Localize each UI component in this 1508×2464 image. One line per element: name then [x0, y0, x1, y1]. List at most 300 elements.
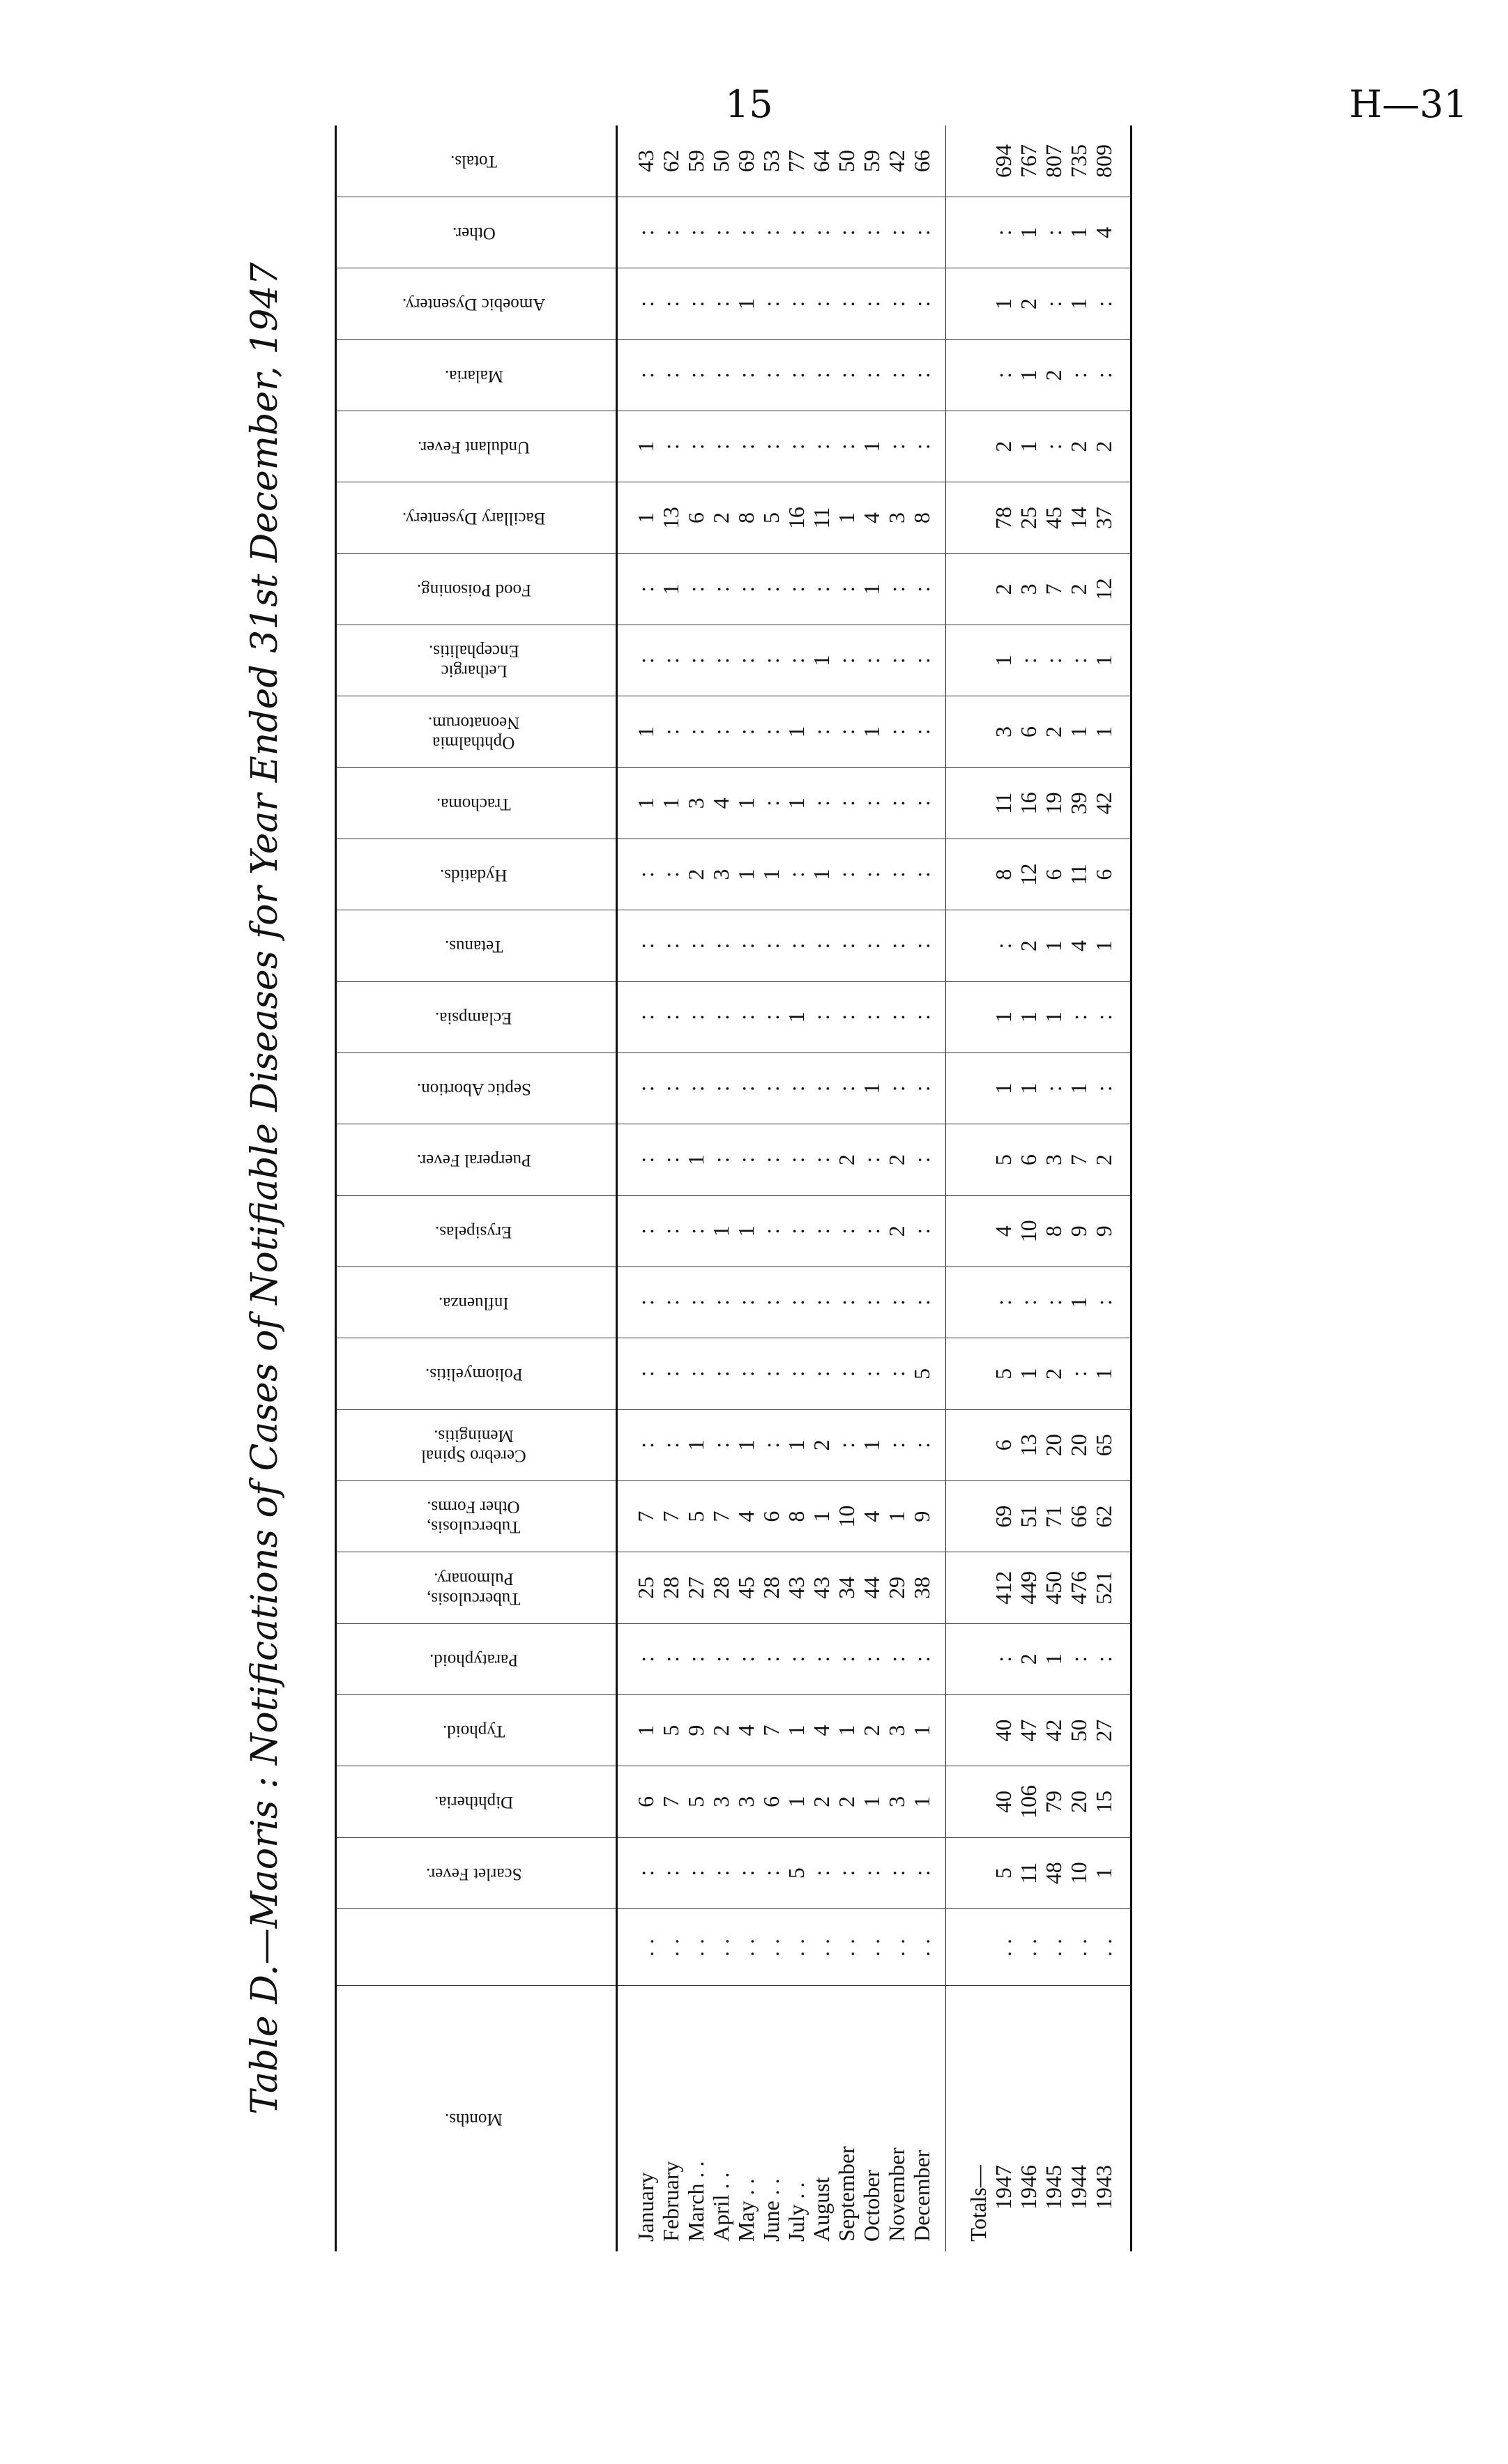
- table-cell: :: [809, 197, 834, 268]
- table-cell: 6: [759, 1480, 784, 1552]
- table-cell: :: [884, 1053, 909, 1124]
- table-cell: :: [733, 1837, 759, 1908]
- empty-cell: [946, 411, 991, 482]
- leader-dots: . .: [759, 1908, 784, 1985]
- table-cell: 59: [859, 125, 884, 197]
- table-cell: 1: [1016, 339, 1041, 411]
- table-cell: :: [683, 268, 708, 339]
- column-header-label: Ophthalmia Neonatorum.: [427, 712, 520, 752]
- table-cell: 2: [991, 553, 1016, 625]
- table-cell: 735: [1066, 125, 1091, 197]
- column-header-label: Totals.: [450, 152, 497, 171]
- table-row: [784, 125, 809, 2251]
- table-cell: 1: [1091, 1837, 1132, 1908]
- column-header: [336, 1338, 617, 1409]
- table-cell: :: [859, 268, 884, 339]
- table-cell: :: [708, 910, 733, 981]
- table-cell: 9: [1066, 1195, 1091, 1267]
- table-cell: 13: [1016, 1409, 1041, 1480]
- table-cell: 62: [658, 125, 683, 197]
- table-cell: 1: [784, 1409, 809, 1480]
- table-cell: :: [1091, 268, 1132, 339]
- table-cell: 40: [991, 1766, 1016, 1837]
- table-cell: 1: [809, 839, 834, 910]
- table-cell: 5: [991, 1124, 1016, 1195]
- table-cell: :: [733, 910, 759, 981]
- table-cell: 3: [884, 1766, 909, 1837]
- column-header: [336, 1694, 617, 1766]
- table-cell: 1: [658, 767, 683, 839]
- row-label: 1944: [1066, 2165, 1091, 2210]
- table-cell: :: [683, 910, 708, 981]
- table-cell: 2: [884, 1124, 909, 1195]
- table-cell: :: [1091, 339, 1132, 411]
- table-cell: 69: [991, 1480, 1016, 1552]
- table-cell: :: [859, 839, 884, 910]
- table-cell: :: [759, 910, 784, 981]
- table-cell: :: [909, 1409, 946, 1480]
- table-wrap: [335, 125, 1241, 2251]
- empty-cell: [946, 1694, 991, 1766]
- table-cell: :: [1041, 625, 1066, 696]
- table-cell: 1: [1066, 1053, 1091, 1124]
- table-row: [1066, 125, 1091, 2251]
- table-cell: 1: [658, 553, 683, 625]
- leader-dots: . .: [683, 1908, 708, 1985]
- table-cell: :: [683, 696, 708, 767]
- header-row: [336, 125, 617, 2251]
- table-cell: :: [617, 339, 659, 411]
- table-cell: 1: [1066, 268, 1091, 339]
- table-cell: :: [784, 1195, 809, 1267]
- table-cell: 3: [683, 767, 708, 839]
- table-cell: 2: [1016, 910, 1041, 981]
- table-cell: 51: [1016, 1480, 1041, 1552]
- empty-cell: [946, 696, 991, 767]
- table-cell: 2: [1041, 339, 1066, 411]
- table-cell: :: [733, 1623, 759, 1694]
- table-cell: 449: [1016, 1552, 1041, 1623]
- table-cell: 476: [1066, 1552, 1091, 1623]
- table-cell: 66: [1066, 1480, 1091, 1552]
- row-label: May . .: [733, 2178, 759, 2242]
- table-cell: :: [909, 1124, 946, 1195]
- table-cell: 6: [759, 1766, 784, 1837]
- column-header: [336, 268, 617, 339]
- table-cell: 1: [834, 482, 859, 553]
- table-cell: 5: [759, 482, 784, 553]
- table-cell: :: [859, 1267, 884, 1338]
- table-cell: 1: [834, 1694, 859, 1766]
- table-cell: 1: [1066, 197, 1091, 268]
- table-cell: 10: [1016, 1195, 1041, 1267]
- table-cell: :: [784, 1053, 809, 1124]
- table-cell: :: [683, 411, 708, 482]
- table-cell: :: [809, 981, 834, 1053]
- table-cell: :: [617, 197, 659, 268]
- table-cell: :: [859, 981, 884, 1053]
- table-cell: :: [784, 197, 809, 268]
- table-cell: 2: [1066, 553, 1091, 625]
- table-cell: :: [683, 1053, 708, 1124]
- column-header-label: Septic Abortion.: [416, 1080, 531, 1099]
- table-cell: 4: [859, 482, 884, 553]
- column-header-label: Scarlet Fever.: [425, 1864, 522, 1883]
- row-label: February: [658, 2161, 683, 2242]
- table-cell: :: [809, 1837, 834, 1908]
- table-cell: :: [884, 1623, 909, 1694]
- column-header: [336, 1195, 617, 1267]
- table-cell: :: [658, 1195, 683, 1267]
- table-cell: 521: [1091, 1552, 1132, 1623]
- column-header-label: Hydatids.: [440, 866, 508, 885]
- table-cell: 3: [733, 1766, 759, 1837]
- table-cell: 2: [809, 1409, 834, 1480]
- row-label: November: [884, 2147, 909, 2242]
- leader-dots: . .: [658, 1908, 683, 1985]
- table-cell: :: [1066, 1623, 1091, 1694]
- column-header-label: Tuberculosis, Other Forms.: [427, 1497, 521, 1537]
- table-cell: 2: [708, 482, 733, 553]
- table-cell: 47: [1016, 1694, 1041, 1766]
- table-cell: :: [683, 339, 708, 411]
- table-cell: 8: [909, 482, 946, 553]
- empty-cell: [946, 1552, 991, 1623]
- table-cell: :: [809, 1267, 834, 1338]
- empty-cell: [946, 839, 991, 910]
- table-cell: :: [809, 1623, 834, 1694]
- table-cell: 14: [1066, 482, 1091, 553]
- row-label: March . .: [683, 2161, 708, 2242]
- column-header-label: Typhoid.: [442, 1721, 505, 1740]
- table-cell: 42: [1041, 1694, 1066, 1766]
- table-cell: 1: [1066, 696, 1091, 767]
- table-cell: 3: [1041, 1124, 1066, 1195]
- table-cell: :: [859, 197, 884, 268]
- table-cell: 1: [733, 839, 759, 910]
- table-cell: :: [759, 1623, 784, 1694]
- table-cell: :: [733, 625, 759, 696]
- column-header: [336, 1124, 617, 1195]
- table-cell: :: [884, 696, 909, 767]
- rotated-table-block: [237, 125, 1248, 2251]
- table-row: [1016, 125, 1041, 2251]
- table-cell: 1: [859, 553, 884, 625]
- empty-cell: [946, 1837, 991, 1908]
- table-row: [1091, 125, 1132, 2251]
- table-cell: :: [859, 1338, 884, 1409]
- leader-dots: . .: [1091, 1908, 1132, 1985]
- table-cell: 16: [784, 482, 809, 553]
- table-cell: 1: [1016, 1053, 1041, 1124]
- table-cell: 53: [759, 125, 784, 197]
- table-cell: 1: [733, 268, 759, 339]
- table-cell: :: [658, 625, 683, 696]
- table-cell: :: [834, 625, 859, 696]
- table-cell: :: [658, 197, 683, 268]
- table-cell: 5: [683, 1766, 708, 1837]
- row-label: 1946: [1016, 2165, 1041, 2210]
- table-cell: :: [784, 339, 809, 411]
- table-cell: 12: [1091, 553, 1132, 625]
- table-cell: 66: [909, 125, 946, 197]
- table-cell: 2: [991, 411, 1016, 482]
- table-cell: :: [859, 910, 884, 981]
- table-cell: 28: [708, 1552, 733, 1623]
- table-cell: 6: [617, 1766, 659, 1837]
- column-header: [336, 1409, 617, 1480]
- row-label: April . .: [708, 2172, 733, 2242]
- table-cell: :: [884, 197, 909, 268]
- table-cell: :: [859, 767, 884, 839]
- table-cell: 1: [733, 1195, 759, 1267]
- column-header: [336, 482, 617, 553]
- leader-dots: . .: [809, 1908, 834, 1985]
- table-cell: :: [617, 981, 659, 1053]
- table-cell: :: [1091, 981, 1132, 1053]
- table-cell: :: [909, 268, 946, 339]
- table-cell: :: [909, 1195, 946, 1267]
- row-label: July . .: [784, 2182, 809, 2242]
- table-cell: :: [809, 268, 834, 339]
- table-cell: 4: [1066, 910, 1091, 981]
- empty-cell: [946, 125, 991, 197]
- table-cell: :: [683, 625, 708, 696]
- table-cell: :: [884, 767, 909, 839]
- table-cell: 79: [1041, 1766, 1066, 1837]
- table-cell: :: [784, 1338, 809, 1409]
- table-cell: :: [1066, 339, 1091, 411]
- column-header-label: Tetanus.: [444, 937, 503, 956]
- table-cell: :: [834, 411, 859, 482]
- table-cell: 13: [658, 482, 683, 553]
- leader-dots: . .: [1066, 1908, 1091, 1985]
- table-cell: :: [617, 1124, 659, 1195]
- table-cell: 25: [1016, 482, 1041, 553]
- table-cell: 1: [991, 268, 1016, 339]
- table-cell: :: [1016, 625, 1041, 696]
- table-cell: 106: [1016, 1766, 1041, 1837]
- table-cell: :: [784, 1623, 809, 1694]
- table-cell: 450: [1041, 1552, 1066, 1623]
- empty-cell: [946, 1908, 991, 1985]
- table-cell: :: [809, 696, 834, 767]
- table-cell: 1: [683, 1409, 708, 1480]
- table-cell: :: [658, 910, 683, 981]
- table-cell: 7: [658, 1766, 683, 1837]
- report-code: H—31: [1349, 82, 1468, 126]
- table-cell: 1: [1016, 981, 1041, 1053]
- row-label: December: [909, 2150, 934, 2242]
- table-cell: 6: [683, 482, 708, 553]
- table-cell: :: [859, 625, 884, 696]
- table-cell: 9: [683, 1694, 708, 1766]
- table-cell: 7: [759, 1694, 784, 1766]
- table-row: [834, 125, 859, 2251]
- column-header: [336, 553, 617, 625]
- table-cell: 27: [1091, 1694, 1132, 1766]
- table-cell: :: [784, 839, 809, 910]
- table-cell: :: [784, 625, 809, 696]
- table-cell: 2: [1016, 1623, 1041, 1694]
- table-cell: :: [909, 625, 946, 696]
- table-cell: 19: [1041, 767, 1066, 839]
- table-body: [617, 125, 1132, 2251]
- column-header-label: Erysipelas.: [435, 1222, 512, 1241]
- leader-dots: . .: [884, 1908, 909, 1985]
- column-header: [336, 1267, 617, 1338]
- table-cell: 1: [859, 1766, 884, 1837]
- totals-label: Totals—: [946, 1986, 991, 2251]
- table-cell: :: [617, 1267, 659, 1338]
- table-cell: 5: [909, 1338, 946, 1409]
- table-cell: :: [784, 910, 809, 981]
- table-cell: 6: [1016, 1124, 1041, 1195]
- table-cell: 2: [1041, 1338, 1066, 1409]
- column-header-label: Food Poisoning.: [416, 580, 531, 599]
- table-cell: 43: [617, 125, 659, 197]
- table-cell: :: [658, 839, 683, 910]
- table-cell: :: [759, 1053, 784, 1124]
- column-header: [336, 411, 617, 482]
- table-cell: :: [683, 1338, 708, 1409]
- table-cell: :: [733, 197, 759, 268]
- empty-cell: [946, 1766, 991, 1837]
- table-row: [1041, 125, 1066, 2251]
- table-cell: :: [859, 339, 884, 411]
- table-cell: :: [809, 1124, 834, 1195]
- table-cell: :: [759, 767, 784, 839]
- empty-cell: [946, 268, 991, 339]
- table-cell: :: [683, 553, 708, 625]
- table-cell: :: [759, 1409, 784, 1480]
- table-cell: :: [884, 981, 909, 1053]
- table-cell: :: [909, 411, 946, 482]
- table-cell: 50: [1066, 1694, 1091, 1766]
- table-cell: :: [1091, 1053, 1132, 1124]
- table-cell: :: [759, 339, 784, 411]
- table-cell: 20: [1066, 1409, 1091, 1480]
- table-cell: 42: [884, 125, 909, 197]
- table-cell: :: [784, 1267, 809, 1338]
- table-cell: 77: [784, 125, 809, 197]
- table-row: [884, 125, 909, 2251]
- table-cell: 1: [809, 625, 834, 696]
- table-cell: 807: [1041, 125, 1066, 197]
- table-cell: :: [1066, 625, 1091, 696]
- column-header-label: Paratyphoid.: [429, 1650, 519, 1669]
- table-cell: 2: [1041, 696, 1066, 767]
- table-cell: :: [617, 1338, 659, 1409]
- table-cell: 48: [1041, 1837, 1066, 1908]
- table-cell: 4: [859, 1480, 884, 1552]
- leader-dots: . .: [1016, 1908, 1041, 1985]
- column-header-label: Puerperal Fever.: [416, 1151, 531, 1170]
- table-cell: 5: [784, 1837, 809, 1908]
- table-cell: 1: [784, 981, 809, 1053]
- table-cell: :: [834, 197, 859, 268]
- table-cell: 1: [1091, 1338, 1132, 1409]
- table-cell: :: [1091, 1267, 1132, 1338]
- empty-cell: [946, 1195, 991, 1267]
- row-label: August: [809, 2177, 834, 2242]
- table-cell: 1: [1041, 981, 1066, 1053]
- table-cell: :: [708, 268, 733, 339]
- table-row: [683, 125, 708, 2251]
- table-cell: 1: [733, 1409, 759, 1480]
- table-cell: :: [733, 411, 759, 482]
- table-cell: :: [683, 1837, 708, 1908]
- table-cell: :: [834, 839, 859, 910]
- table-cell: 6: [1041, 839, 1066, 910]
- table-cell: 2: [809, 1766, 834, 1837]
- table-cell: :: [909, 839, 946, 910]
- table-cell: 38: [909, 1552, 946, 1623]
- table-cell: :: [617, 1195, 659, 1267]
- table-cell: 2: [1066, 411, 1091, 482]
- table-cell: :: [708, 625, 733, 696]
- table-cell: 3: [884, 1694, 909, 1766]
- table-cell: :: [784, 1124, 809, 1195]
- table-cell: :: [809, 1338, 834, 1409]
- table-cell: :: [759, 1267, 784, 1338]
- table-cell: 27: [683, 1552, 708, 1623]
- table-cell: :: [909, 696, 946, 767]
- table-cell: 50: [708, 125, 733, 197]
- table-cell: 45: [1041, 482, 1066, 553]
- table-cell: :: [784, 553, 809, 625]
- table-cell: 1: [859, 411, 884, 482]
- table-cell: :: [884, 339, 909, 411]
- table-cell: :: [834, 981, 859, 1053]
- table-cell: 1: [617, 696, 659, 767]
- column-header: [336, 910, 617, 981]
- empty-cell: [946, 767, 991, 839]
- table-cell: 1: [909, 1694, 946, 1766]
- table-cell: :: [733, 1267, 759, 1338]
- table-cell: 1: [617, 767, 659, 839]
- table-row: [759, 125, 784, 2251]
- table-cell: 11: [1016, 1837, 1041, 1908]
- table-cell: 3: [884, 482, 909, 553]
- table-row: [708, 125, 733, 2251]
- totals-label-row: [946, 125, 991, 2251]
- table-cell: :: [909, 197, 946, 268]
- table-cell: 20: [1066, 1766, 1091, 1837]
- column-header: [336, 339, 617, 411]
- column-header-label: Other.: [452, 224, 496, 243]
- table-cell: 2: [884, 1195, 909, 1267]
- table-cell: 78: [991, 482, 1016, 553]
- column-header: [336, 696, 617, 767]
- table-cell: :: [708, 1409, 733, 1480]
- table-cell: 65: [1091, 1409, 1132, 1480]
- table-cell: 1: [884, 1480, 909, 1552]
- row-label: September: [834, 2146, 859, 2242]
- dots-header: [336, 1908, 617, 1985]
- table-cell: 1: [859, 696, 884, 767]
- table-cell: :: [909, 553, 946, 625]
- table-cell: :: [834, 1267, 859, 1338]
- table-cell: 412: [991, 1552, 1016, 1623]
- table-cell: :: [658, 268, 683, 339]
- table-cell: 1: [617, 411, 659, 482]
- table-cell: 1: [1091, 910, 1132, 981]
- table-cell: :: [759, 696, 784, 767]
- table-cell: 1: [708, 1195, 733, 1267]
- table-cell: :: [909, 1267, 946, 1338]
- table-cell: :: [759, 197, 784, 268]
